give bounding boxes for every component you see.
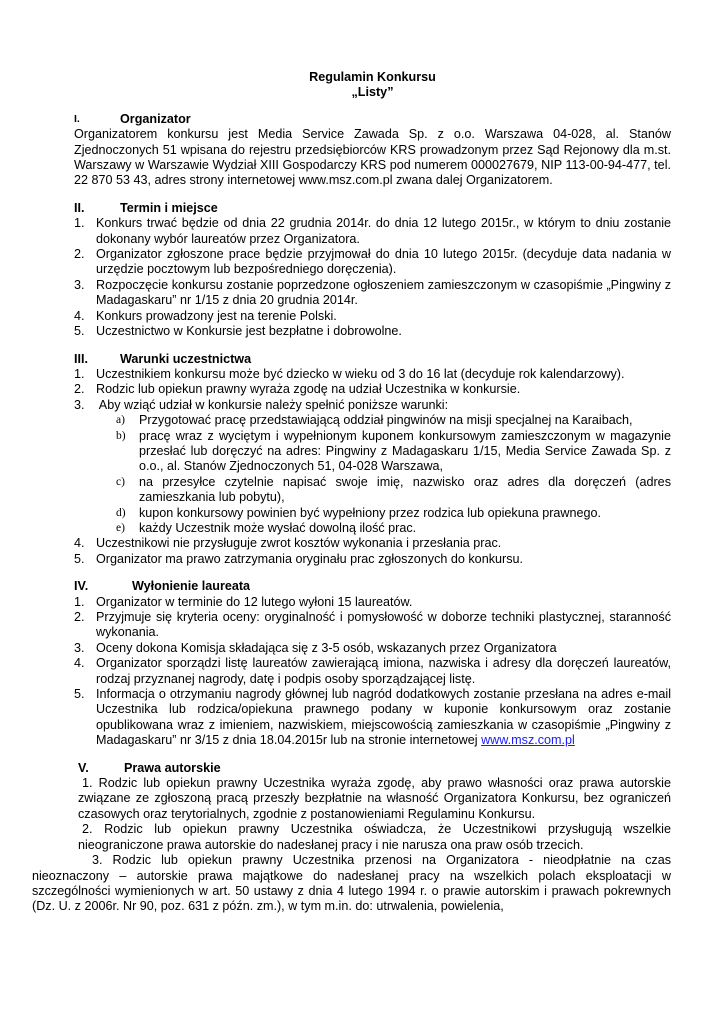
section-number: II. (74, 200, 85, 215)
sublist-item: e) każdy Uczestnik może wysłać dowolną ilość prac. (116, 520, 417, 535)
section-heading-2 (74, 201, 671, 216)
list-item: 1. Organizator w terminie do 12 lutego wyłoni 15 laureatów. (74, 594, 413, 609)
section-heading-5 (74, 761, 671, 776)
list-item: 1. Uczestnikiem konkursu może być dziecko w wieku od 3 do 16 lat (decyduje rok kalendarzowy). (74, 366, 625, 381)
list-item: 2. Rodzic lub opiekun prawny wyraża zgodę na udział Uczestnika w konkursie. (74, 382, 521, 397)
list-item: 4. Organizator sporządzi listę laureatów zawierającą imiona, nazwiska i adresy dla doręczeń laureatów, rodzaj przyznanej nagrody, datę i podpis osoby sporządzającej listę. (74, 656, 671, 686)
section-heading-3 (74, 352, 671, 367)
section-title: Termin i miejsce (120, 200, 218, 215)
section-title: Wyłonienie laureata (132, 579, 251, 594)
list-item: 5. Informacja o otrzymaniu nagrody głównej lub nagród dodatkowych zostanie przesłana na adres e-mail Uczestnika lub rodzica/opiekuna prawnego podany w kuponie konkursowym oraz zostanie opublikowana wraz z imieniem, nazwiskiem, miejscowością zamieszkania w czasopiśmie „Pingwiny z Madagaskaru” nr 3/15 z dnia 18.04.2015r lub na stronie internetowej www.msz.com.pl (74, 687, 671, 748)
section-title: Organizator (120, 111, 191, 126)
section-number: I. (74, 112, 80, 125)
list-item: 3. Oceny dokona Komisja składająca się z 3-5 osób, wskazanych przez Organizatora (74, 640, 557, 655)
section-heading-1 (74, 112, 671, 127)
list-item: 2. Organizator zgłoszone prace będzie przyjmował do dnia 10 lutego 2015r. (decyduje data nadania w urzędzie pocztowym lub bezpośredniego doręczenia). (74, 247, 671, 277)
section-heading-4 (74, 579, 671, 594)
section-2-list (74, 216, 671, 339)
list-item: 4. Konkurs prowadzony jest na terenie Polski. (74, 308, 337, 323)
list-item: 4. Uczestnikowi nie przysługuje zwrot kosztów wykonania i przesłania prac. (74, 536, 502, 551)
list-item: 5. Uczestnictwo w Konkursie jest bezpłatne i dobrowolne. (74, 324, 402, 339)
list-item: 1. Konkurs trwać będzie od dnia 22 grudnia 2014r. do dnia 12 lutego 2015r., w którym to dniu zostanie dokonany wybór laureatów przez Organizatora. (74, 216, 671, 246)
title-line-1: Regulamin Konkursu (309, 70, 436, 84)
sublist-item: a) Przygotować pracę przedstawiającą oddział pingwinów na misji specjalnej na Karaibach, (116, 413, 633, 428)
page-title (74, 70, 671, 101)
website-link[interactable]: www.msz.com.pl (481, 733, 575, 748)
section-number: V. (78, 760, 89, 775)
copyright-paragraph-1: 1. Rodzic lub opiekun prawny Uczestnika wyraża zgodę, aby prawo własności oraz prawa autorskie związane ze zgłoszoną pracą przeszły bezpłatnie na własność Organizatora Konkursu, bez ograniczeń czasowych oraz terytorialnych, zgodnie z postanowieniami Regulaminu Konkursu. (78, 776, 671, 821)
section-4-list (74, 595, 671, 749)
section-title: Warunki uczestnictwa (120, 351, 252, 366)
organizer-paragraph: Organizatorem konkursu jest Media Service Zawada Sp. z o.o. Warszawa 04-028, al. Stanów Zjednoczonych 51 wpisana do rejestru przedsiębiorców KRS prowadzonym przez Sąd Rejonowy dla m.st. Warszawy w Warszawie Wydział XIII Gospodarczy KRS pod numerem 000027679, NIP 113-00-94-477, tel. 22 870 53 43, adres strony internetowej www.msz.com.pl zwana dalej Organizatorem. (74, 127, 671, 188)
title-line-2: „Listy” (351, 85, 394, 100)
list-item: 2. Przyjmuje się kryteria oceny: oryginalność i pomysłowość w doborze techniki plastycznej, staranność wykonania. (74, 610, 671, 640)
list-item: 3. Aby wziąć udział w konkursie należy spełnić poniższe warunki: (74, 397, 449, 412)
section-3-list-cont (74, 536, 671, 567)
section-number: III. (74, 351, 88, 366)
list-item: 5. Organizator ma prawo zatrzymania oryginału prac zgłoszonych do konkursu. (74, 551, 523, 566)
section-3-list (74, 367, 671, 413)
sublist-item: d) kupon konkursowy powinien być wypełniony przez rodzica lub opiekuna prawnego. (116, 505, 602, 520)
sublist-item: c) na przesyłce czytelnie napisać swoje imię, nazwisko oraz adres dla doręczeń (adres zamieszkania lub pobytu), (116, 474, 671, 505)
copyright-paragraph-2: 2. Rodzic lub opiekun prawny Uczestnika oświadcza, że Uczestnikowi przysługują wszelkie nieograniczone prawa autorskie do nadesłanej pracy i nie narusza ona praw osób trzecich. (78, 822, 671, 852)
section-title: Prawa autorskie (124, 760, 221, 775)
list-item: 3. Rozpoczęcie konkursu zostanie poprzedzone ogłoszeniem zamieszczonym w czasopiśmie „Pingwiny z Madagaskaru” nr 1/15 z dnia 20 grudnia 2014r. (74, 277, 671, 308)
copyright-paragraph-3: 3. Rodzic lub opiekun prawny Uczestnika przenosi na Organizatora - nieodpłatnie na czas nieoznaczony – autorskie prawa majątkowe do nadesłanej pracy na wszelkich polach eksploatacji w szczególności wymienionych w art. 50 ustawy z dnia 4 lutego 1994 r. o prawie autorskim i prawach pokrewnych (Dz. U. z 2006r. Nr 90, poz. 631 z późn. zm.), w tym m.in. do: utrwalenia, powielenia, (32, 853, 671, 914)
conditions-sublist (74, 413, 671, 536)
sublist-item: b) pracę wraz z wyciętym i wypełnionym kuponem konkursowym zamieszczonym w magazynie przesłać lub doręczyć na adres: Pingwiny z Madagaskaru 1/15, Media Service Zawada Sp. z o.o., al. Stanów Zjednoczonych 51, 04-028 Warszawa, (116, 428, 671, 474)
section-number: IV. (74, 579, 89, 594)
